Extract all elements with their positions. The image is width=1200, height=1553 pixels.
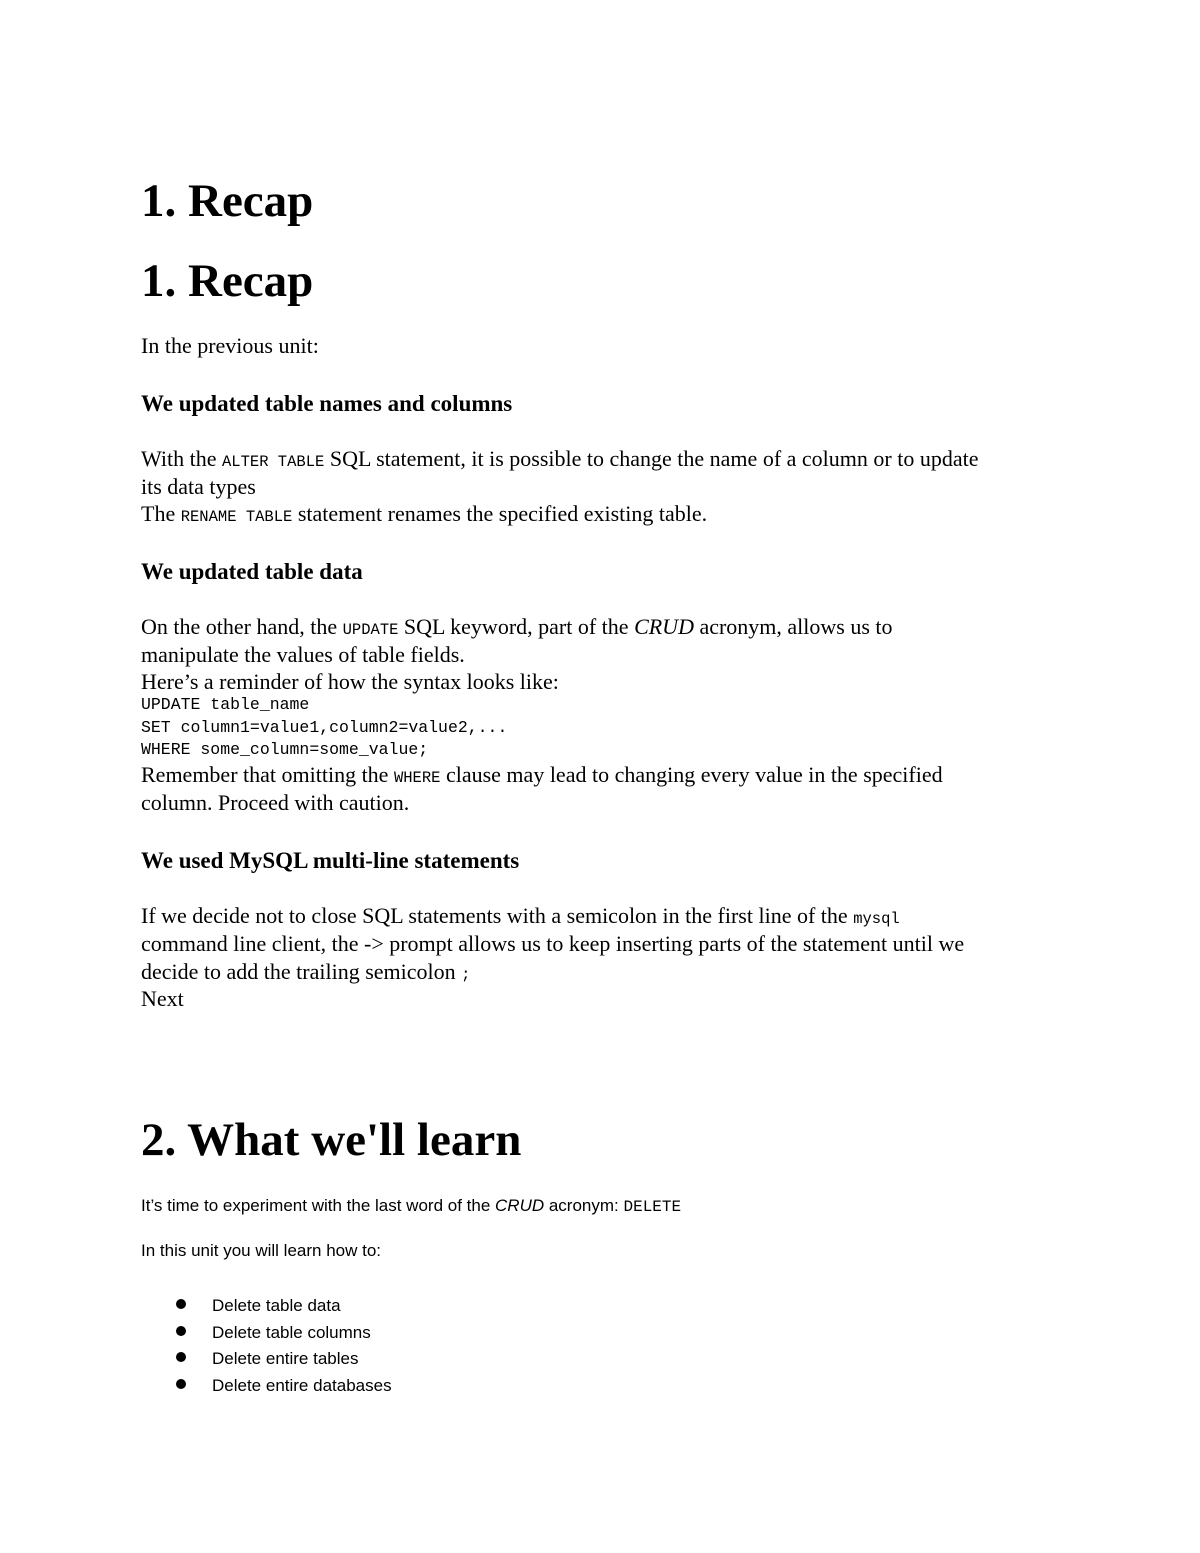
list-item: Delete entire tables <box>172 1349 392 1376</box>
code-line-update: UPDATE table_name <box>141 695 310 714</box>
code-line-where: WHERE some_column=some_value; <box>141 740 429 759</box>
where-code: WHERE <box>393 769 441 787</box>
crud-emphasis: CRUD <box>634 614 694 639</box>
section-1-paragraph-line-2: its data types <box>141 474 256 499</box>
learn-lead: In this unit you will learn how to: <box>141 1241 382 1260</box>
recap-heading-second: 1. Recap <box>141 255 314 307</box>
bullet-icon <box>176 1379 186 1389</box>
bullet-icon <box>176 1352 186 1362</box>
crud-emphasis-learn: CRUD <box>495 1196 545 1215</box>
section-3-paragraph-line-3: decide to add the trailing semicolon ; <box>141 959 471 984</box>
section-1-paragraph-line-1: With the ALTER TABLE SQL statement, it is possible to change the name of a column or to update <box>141 446 979 471</box>
next-link[interactable]: Next <box>141 986 184 1011</box>
section-title-table-data: We updated table data <box>141 559 363 584</box>
list-item: Delete table columns <box>172 1323 392 1350</box>
list-item: Delete entire databases <box>172 1376 392 1403</box>
section-title-multiline: We used MySQL multi-line statements <box>141 848 520 873</box>
section-2-paragraph-line-4: Remember that omitting the WHERE clause may lead to changing every value in the specified <box>141 762 943 787</box>
section-2-paragraph-line-2: manipulate the values of table fields. <box>141 642 465 667</box>
recap-heading-first: 1. Recap <box>141 175 314 227</box>
alter-table-code: ALTER TABLE <box>222 453 325 471</box>
section-title-table-names: We updated table names and columns <box>141 391 513 416</box>
delete-code: DELETE <box>623 1198 682 1216</box>
section-3-paragraph-line-2: command line client, the -> prompt allows us to keep inserting parts of the statement until we <box>141 931 965 956</box>
section-1-paragraph-line-3: The RENAME TABLE statement renames the specified existing table. <box>141 501 708 526</box>
learn-heading: 2. What we'll learn <box>141 1114 522 1166</box>
list-item: Delete table data <box>172 1296 392 1323</box>
update-code: UPDATE <box>342 621 399 639</box>
semicolon-code: ; <box>461 966 471 984</box>
recap-intro: In the previous unit: <box>141 333 319 358</box>
rename-table-code: RENAME TABLE <box>180 508 293 526</box>
bullet-icon <box>176 1326 186 1336</box>
learn-list <box>172 1296 392 1403</box>
bullet-icon <box>176 1299 186 1309</box>
learn-intro: It’s time to experiment with the last word of the CRUD acronym: DELETE <box>141 1196 682 1216</box>
mysql-code: mysql <box>853 910 900 928</box>
code-line-set: SET column1=value1,column2=value2,... <box>141 718 508 737</box>
section-2-paragraph-line-5: column. Proceed with caution. <box>141 790 410 815</box>
section-2-paragraph-line-3: Here’s a reminder of how the syntax looks like: <box>141 669 559 694</box>
section-2-paragraph-line-1: On the other hand, the UPDATE SQL keyword, part of the CRUD acronym, allows us to <box>141 614 893 639</box>
section-3-paragraph-line-1: If we decide not to close SQL statements with a semicolon in the first line of the mysql <box>141 903 900 928</box>
